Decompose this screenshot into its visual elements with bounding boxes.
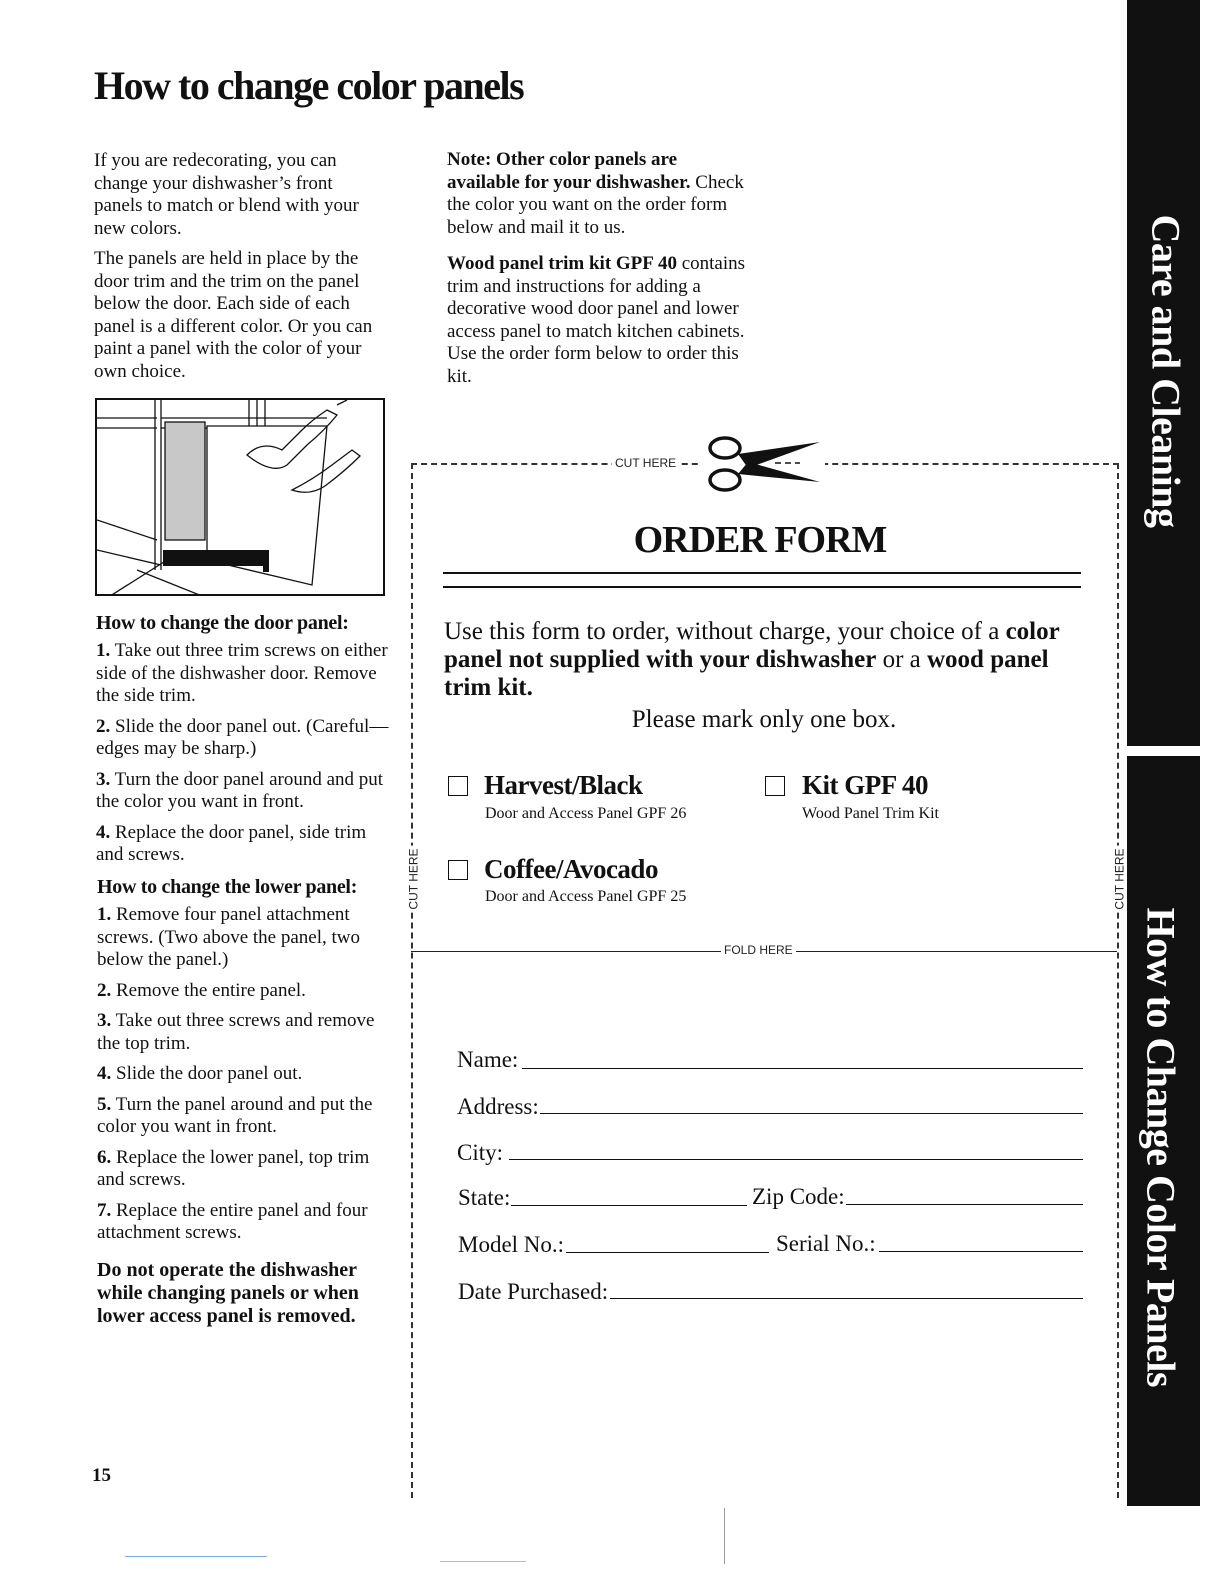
step-number: 1. <box>97 904 112 925</box>
city-line <box>509 1159 1083 1160</box>
order-form-rule-1 <box>443 572 1081 574</box>
door-step-1 <box>96 640 391 708</box>
step-text: Replace the entire panel and four attachment screws. <box>97 1199 368 1243</box>
door-panel-illustration <box>95 398 385 596</box>
address-label: Address: <box>457 1094 539 1119</box>
kit-gpf40-checkbox[interactable] <box>765 776 785 796</box>
lower-step-3 <box>97 1010 392 1055</box>
coffee-avocado-label: Coffee/Avocado <box>484 854 658 884</box>
scan-artifact-line <box>125 1556 267 1557</box>
side-tab-care-cleaning <box>1127 0 1200 746</box>
step-text: Replace the door panel, side trim and screws. <box>96 821 367 865</box>
zip-line <box>846 1204 1083 1205</box>
step-number: 3. <box>97 1010 112 1031</box>
name-label: Name: <box>457 1047 519 1072</box>
step-number: 1. <box>96 640 111 661</box>
intro-paragraph-1: If you are redecorating, you can change your dishwasher’s front panels to match or blend with your new colors. <box>94 150 359 239</box>
coffee-avocado-checkbox[interactable] <box>448 860 468 880</box>
city-input[interactable] <box>511 1133 1080 1159</box>
address-line <box>540 1113 1083 1114</box>
zip-input[interactable] <box>848 1178 1080 1204</box>
mark-one-instruction: Please mark only one box. <box>631 706 897 733</box>
order-form-intro <box>444 618 1084 702</box>
note-text: Check the color you want on the order form below and mail it to us. <box>447 171 744 238</box>
harvest-black-label: Harvest/Black <box>484 770 643 800</box>
city-label: City: <box>457 1140 504 1165</box>
door-panel-heading: How to change the door panel: <box>96 612 349 634</box>
harvest-black-sub: Door and Access Panel GPF 26 <box>485 805 687 822</box>
step-number: 4. <box>97 1063 112 1084</box>
warning-text: Do not operate the dishwasher while changing panels or when lower access panel is removed. <box>97 1258 359 1327</box>
right-intro <box>447 149 747 396</box>
door-panel-instructions <box>96 612 391 875</box>
note-bold: Note: Other color panels are available for your dishwasher. <box>447 149 691 193</box>
state-line <box>511 1205 747 1206</box>
state-label: State: <box>458 1185 511 1210</box>
scan-artifact-line <box>440 1561 526 1562</box>
state-input[interactable] <box>513 1179 743 1205</box>
kit-bold: Wood panel trim kit GPF 40 <box>447 253 677 274</box>
step-number: 2. <box>96 715 111 737</box>
date-purchased-input[interactable] <box>612 1272 1080 1298</box>
serial-line <box>879 1251 1083 1252</box>
lower-step-4 <box>97 1063 392 1086</box>
model-label: Model No.: <box>458 1232 565 1257</box>
intro-bold-2: wood panel trim kit. <box>444 646 1049 701</box>
step-text: Take out three trim screws on either side of the dishwasher door. Remove the side trim. <box>96 640 388 706</box>
step-text: Slide the door panel out. <box>111 1063 303 1084</box>
door-step-2 <box>96 716 391 761</box>
step-number: 7. <box>97 1199 112 1221</box>
side-tab-change-panels-label: How to Change Color Panels <box>1138 907 1184 1388</box>
serial-input[interactable] <box>881 1225 1080 1251</box>
cut-here-label-left: CUT HERE <box>407 845 421 912</box>
intro-plain: Use this form to order, without charge, your choice of a <box>444 618 1006 645</box>
coffee-avocado-sub: Door and Access Panel GPF 25 <box>485 888 687 905</box>
illustration-drawing <box>97 400 385 596</box>
step-text: Slide the door panel out. (Careful—edges may be sharp.) <box>96 715 389 759</box>
step-number: 4. <box>96 821 111 843</box>
step-text: Remove the entire panel. <box>111 979 306 1001</box>
kit-paragraph <box>447 253 747 388</box>
kit-gpf40-sub: Wood Panel Trim Kit <box>802 805 939 822</box>
lower-panel-instructions <box>97 876 392 1348</box>
door-step-3 <box>96 769 391 814</box>
serial-label: Serial No.: <box>776 1231 876 1256</box>
scissors-icon <box>700 434 825 496</box>
left-intro <box>94 150 384 391</box>
order-form-title: ORDER FORM <box>633 519 887 561</box>
step-number: 6. <box>97 1146 112 1168</box>
intro-bold-1: color panel not supplied with your dishwasher <box>444 618 1060 673</box>
step-text: Remove four panel attachment screws. (Two above the panel, two below the panel.) <box>97 904 361 970</box>
side-tab-change-panels <box>1127 756 1200 1506</box>
note-paragraph <box>447 149 747 239</box>
side-tab-care-cleaning-label: Care and Cleaning <box>1143 214 1189 528</box>
step-text: Turn the panel around and put the color you want in front. <box>97 1093 373 1137</box>
step-number: 3. <box>96 768 111 790</box>
model-line <box>566 1252 769 1253</box>
step-number: 2. <box>97 979 112 1001</box>
step-text: Take out three screws and remove the top trim. <box>97 1010 375 1054</box>
step-text: Replace the lower panel, top trim and screws. <box>97 1146 370 1190</box>
date-purchased-label: Date Purchased: <box>458 1279 609 1304</box>
scan-artifact-vertical <box>724 1508 725 1564</box>
lower-step-6 <box>97 1147 392 1192</box>
page-number: 15 <box>92 1465 111 1486</box>
fold-here-label: FOLD HERE <box>721 943 796 957</box>
lower-panel-heading: How to change the lower panel: <box>97 876 358 898</box>
harvest-black-checkbox[interactable] <box>448 776 468 796</box>
door-step-4 <box>96 822 391 867</box>
order-form-rule-2 <box>443 586 1081 588</box>
lower-step-5 <box>97 1094 392 1139</box>
address-input[interactable] <box>542 1087 1080 1113</box>
step-text: Turn the door panel around and put the color you want in front. <box>96 768 384 812</box>
date-purchased-line <box>610 1298 1083 1299</box>
cut-line-left <box>411 463 413 1498</box>
zip-label: Zip Code: <box>752 1184 845 1209</box>
name-line <box>522 1068 1083 1069</box>
kit-text: contains trim and instructions for adding a decorative wood door panel and lower access panel to match kitchen cabinets. Use the order form below to order this kit. <box>447 253 746 387</box>
cut-here-label-right: CUT HERE <box>1113 845 1127 912</box>
cut-line-right <box>1117 463 1119 1498</box>
intro-paragraph-2: The panels are held in place by the door trim and the trim on the panel below the door. Each side of each panel is a different color. Or you can paint a panel with the color of your own choice. <box>94 248 373 382</box>
cut-here-label-top: CUT HERE <box>612 456 679 470</box>
lower-step-2 <box>97 980 392 1003</box>
page-title: How to change color panels <box>94 63 524 108</box>
lower-step-7 <box>97 1200 392 1245</box>
name-input[interactable] <box>524 1042 1080 1068</box>
lower-step-1 <box>97 904 392 972</box>
kit-gpf40-label: Kit GPF 40 <box>802 770 928 800</box>
intro-plain-2: or a <box>876 646 927 673</box>
step-number: 5. <box>97 1093 112 1115</box>
model-input[interactable] <box>568 1226 766 1252</box>
